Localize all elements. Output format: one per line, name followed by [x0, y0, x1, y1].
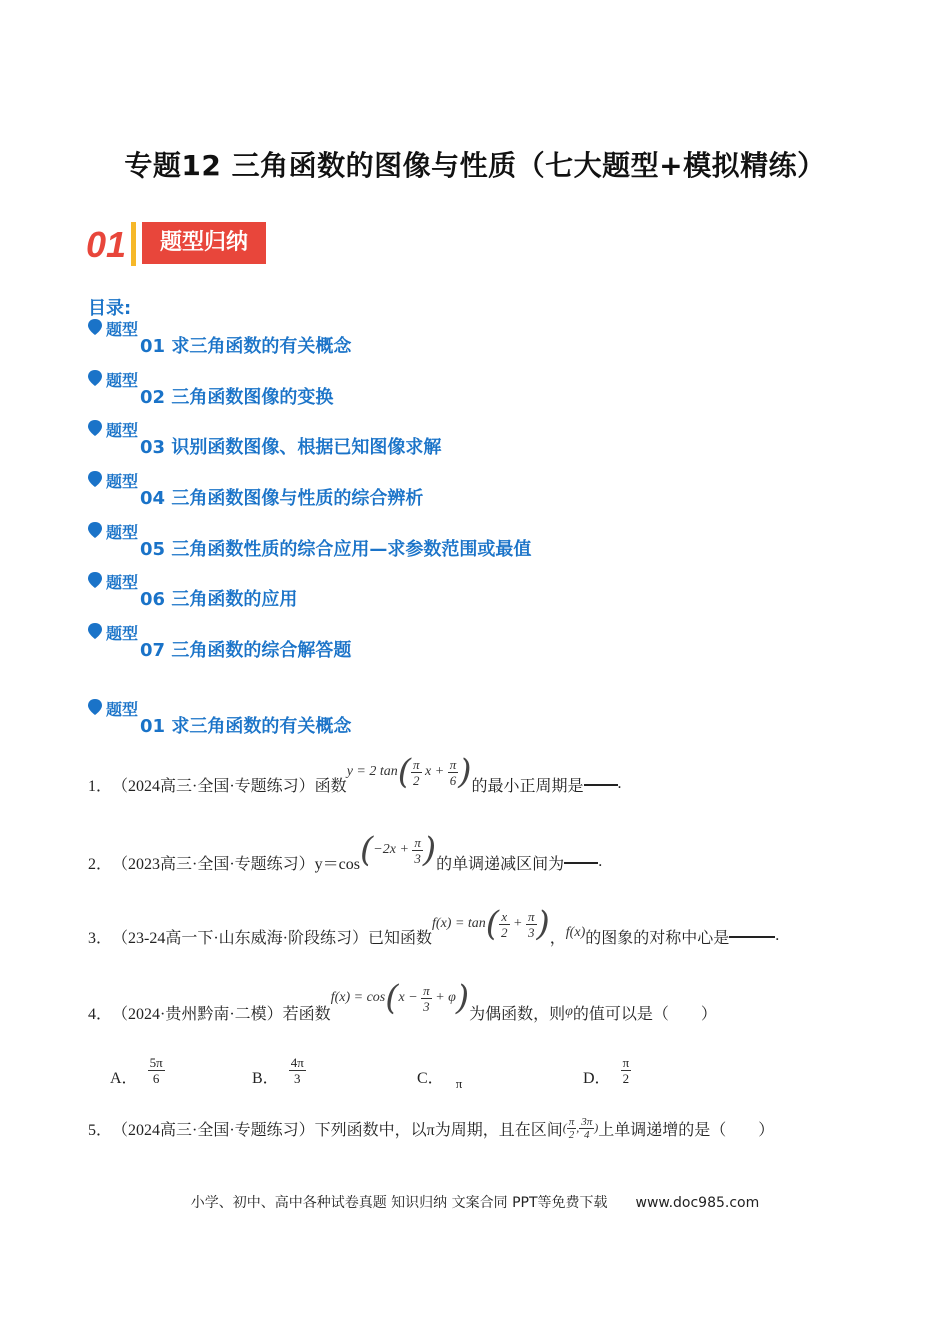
formula-text: +: [513, 916, 523, 932]
numerator: π: [414, 834, 421, 850]
numerator: π: [528, 908, 535, 924]
paren-left: (: [360, 830, 374, 870]
numerator: π: [413, 756, 420, 772]
answer-blank[interactable]: [584, 783, 618, 786]
option-label: A．: [110, 1069, 138, 1087]
toc-item-3[interactable]: 03 识别函数图像、根据已知图像求解: [140, 437, 442, 458]
denominator: 2: [622, 1070, 630, 1086]
paren-left: (: [485, 904, 500, 944]
numerator: 4π: [290, 1054, 304, 1070]
numerator: π: [423, 982, 430, 998]
toc-tag: 题型: [106, 573, 139, 592]
fraction: [289, 1055, 306, 1086]
option-a[interactable]: [110, 1056, 165, 1096]
formula-text: + φ: [435, 990, 456, 1006]
question-number: 5．: [88, 1121, 113, 1139]
question-text: ，: [549, 929, 566, 947]
option-label: C．: [417, 1069, 444, 1087]
toc-tag: 题型: [106, 523, 139, 542]
type-heading: 01 求三角函数的有关概念: [140, 716, 352, 737]
location-pin-icon: [86, 318, 104, 336]
question-text: （23-24高一下·山东威海·阶段练习）已知函数: [112, 929, 433, 947]
toc-tag: 题型: [106, 371, 139, 390]
question-text: （2024·贵州黔南·二模）若函数: [112, 1005, 331, 1023]
formula: [331, 978, 469, 1018]
question-text: （2024高三·全国·专题练习）函数: [112, 777, 347, 795]
formula: [432, 904, 550, 944]
formula-text: −2x +: [373, 842, 409, 858]
fraction: [448, 757, 459, 788]
toc-tag: 题型: [106, 624, 139, 643]
fraction: [148, 1055, 165, 1086]
toc-tag: 题型: [106, 320, 139, 339]
location-pin-icon: [86, 622, 104, 640]
numerator: 3π: [581, 1115, 593, 1128]
formula-text: f(x) = cos: [330, 990, 386, 1006]
denominator: 3: [414, 850, 421, 866]
toc-item-7[interactable]: 07 三角函数的综合解答题: [140, 640, 352, 661]
question-number: 1．: [88, 777, 113, 795]
denominator: 4: [584, 1128, 590, 1141]
denominator: 2: [413, 772, 420, 788]
fraction: [411, 757, 422, 788]
question-text: .: [617, 775, 622, 792]
formula: [360, 830, 436, 870]
question-text: 的值可以是（ ）: [572, 1005, 717, 1023]
question-text: 上单调递增的是（ ）: [598, 1121, 775, 1139]
answer-blank[interactable]: [564, 861, 598, 864]
option-label: B．: [252, 1069, 279, 1087]
question-text: （2024高三·全国·专题练习）下列函数中，以π为周期，且在区间: [112, 1121, 563, 1139]
question-number: 4．: [88, 1005, 113, 1023]
option-d[interactable]: [583, 1056, 631, 1096]
option-value: π: [455, 1076, 463, 1091]
fraction: [412, 835, 423, 866]
formula-text: f(x) = tan: [432, 916, 486, 932]
question-text: .: [775, 927, 780, 944]
location-pin-icon: [86, 470, 104, 488]
fraction: [621, 1055, 632, 1086]
location-pin-icon: [86, 521, 104, 539]
formula-text: x −: [398, 990, 418, 1006]
formula: [347, 752, 472, 792]
toc-item-2[interactable]: 02 三角函数图像的变换: [140, 387, 334, 408]
numerator: π: [568, 1115, 575, 1128]
toc-tag: 题型: [106, 472, 139, 491]
question-number: 3．: [88, 929, 113, 947]
toc-heading: 目录:: [88, 298, 132, 319]
denominator: 3: [528, 924, 535, 940]
numerator: 5π: [149, 1054, 163, 1070]
paren-right: ): [458, 752, 472, 792]
option-label: D．: [583, 1069, 611, 1087]
option-b[interactable]: [252, 1056, 306, 1096]
question-text: 的最小正周期是: [471, 777, 584, 795]
formula-text: f(x): [565, 925, 586, 940]
numerator: π: [622, 1054, 630, 1070]
page-title: 专题12 三角函数的图像与性质（七大题型+模拟精练）: [124, 149, 826, 182]
question-text: 的单调递减区间为: [436, 855, 565, 873]
location-pin-icon: [86, 369, 104, 387]
toc-item-5[interactable]: 05 三角函数性质的综合应用—求参数范围或最值: [140, 539, 532, 560]
formula-text: y = 2 tan: [346, 764, 398, 780]
denominator: 2: [568, 1128, 575, 1141]
location-pin-icon: [86, 698, 104, 716]
question-2: [88, 832, 602, 892]
fraction: [499, 909, 510, 940]
formula-text: ,: [576, 1119, 580, 1134]
answer-blank[interactable]: [729, 935, 775, 938]
fraction: [526, 909, 537, 940]
formula: ( $\frac{\pi}{2}$ , $\frac{3\pi}{4}$ ): [562, 1115, 599, 1141]
question-5: [88, 1108, 774, 1148]
denominator: 3: [293, 1070, 301, 1086]
question-1: [88, 754, 622, 814]
denominator: 6: [152, 1070, 160, 1086]
question-number: 2．: [88, 855, 113, 873]
fraction: [567, 1115, 580, 1141]
paren-right: ): [536, 904, 550, 944]
denominator: 3: [423, 998, 430, 1014]
location-pin-icon: [86, 419, 104, 437]
numerator: x: [499, 909, 510, 925]
numerator: π: [449, 756, 457, 772]
question-4: [88, 978, 717, 1042]
paren-left: (: [397, 752, 412, 792]
location-pin-icon: [86, 571, 104, 589]
formula-text: x +: [425, 764, 445, 780]
question-text: 的图象的对称中心是: [585, 929, 730, 947]
question-text: .: [598, 853, 603, 870]
section-label: 题型归纳: [142, 222, 266, 264]
paren-right: ): [455, 978, 470, 1018]
denominator: 2: [501, 924, 508, 940]
section-number: 01: [86, 224, 127, 265]
denominator: 6: [449, 772, 457, 788]
toc-tag: 题型: [106, 421, 139, 440]
fraction: [421, 983, 432, 1014]
question-text: （2023高三·全国·专题练习）y＝cos: [112, 855, 361, 873]
toc-item-4[interactable]: 04 三角函数图像与性质的综合辨析: [140, 488, 424, 509]
question-text: 为偶函数，则: [469, 1005, 566, 1023]
toc-item-6[interactable]: 06 三角函数的应用: [140, 589, 298, 610]
formula-text: φ: [565, 1004, 573, 1019]
section-divider: [131, 222, 136, 266]
page-footer: 小学、初中、高中各种试卷真题 知识归纳 文案合同 PPT等免费下载 www.doc985.com: [190, 1195, 760, 1211]
paren-right: ): [422, 830, 437, 870]
option-c[interactable]: [417, 1056, 462, 1096]
type-tag: 题型: [106, 700, 139, 719]
fraction: [579, 1116, 594, 1141]
question-3: [88, 906, 779, 966]
paren-left: (: [385, 978, 399, 1018]
toc-item-1[interactable]: 01 求三角函数的有关概念: [140, 336, 352, 357]
